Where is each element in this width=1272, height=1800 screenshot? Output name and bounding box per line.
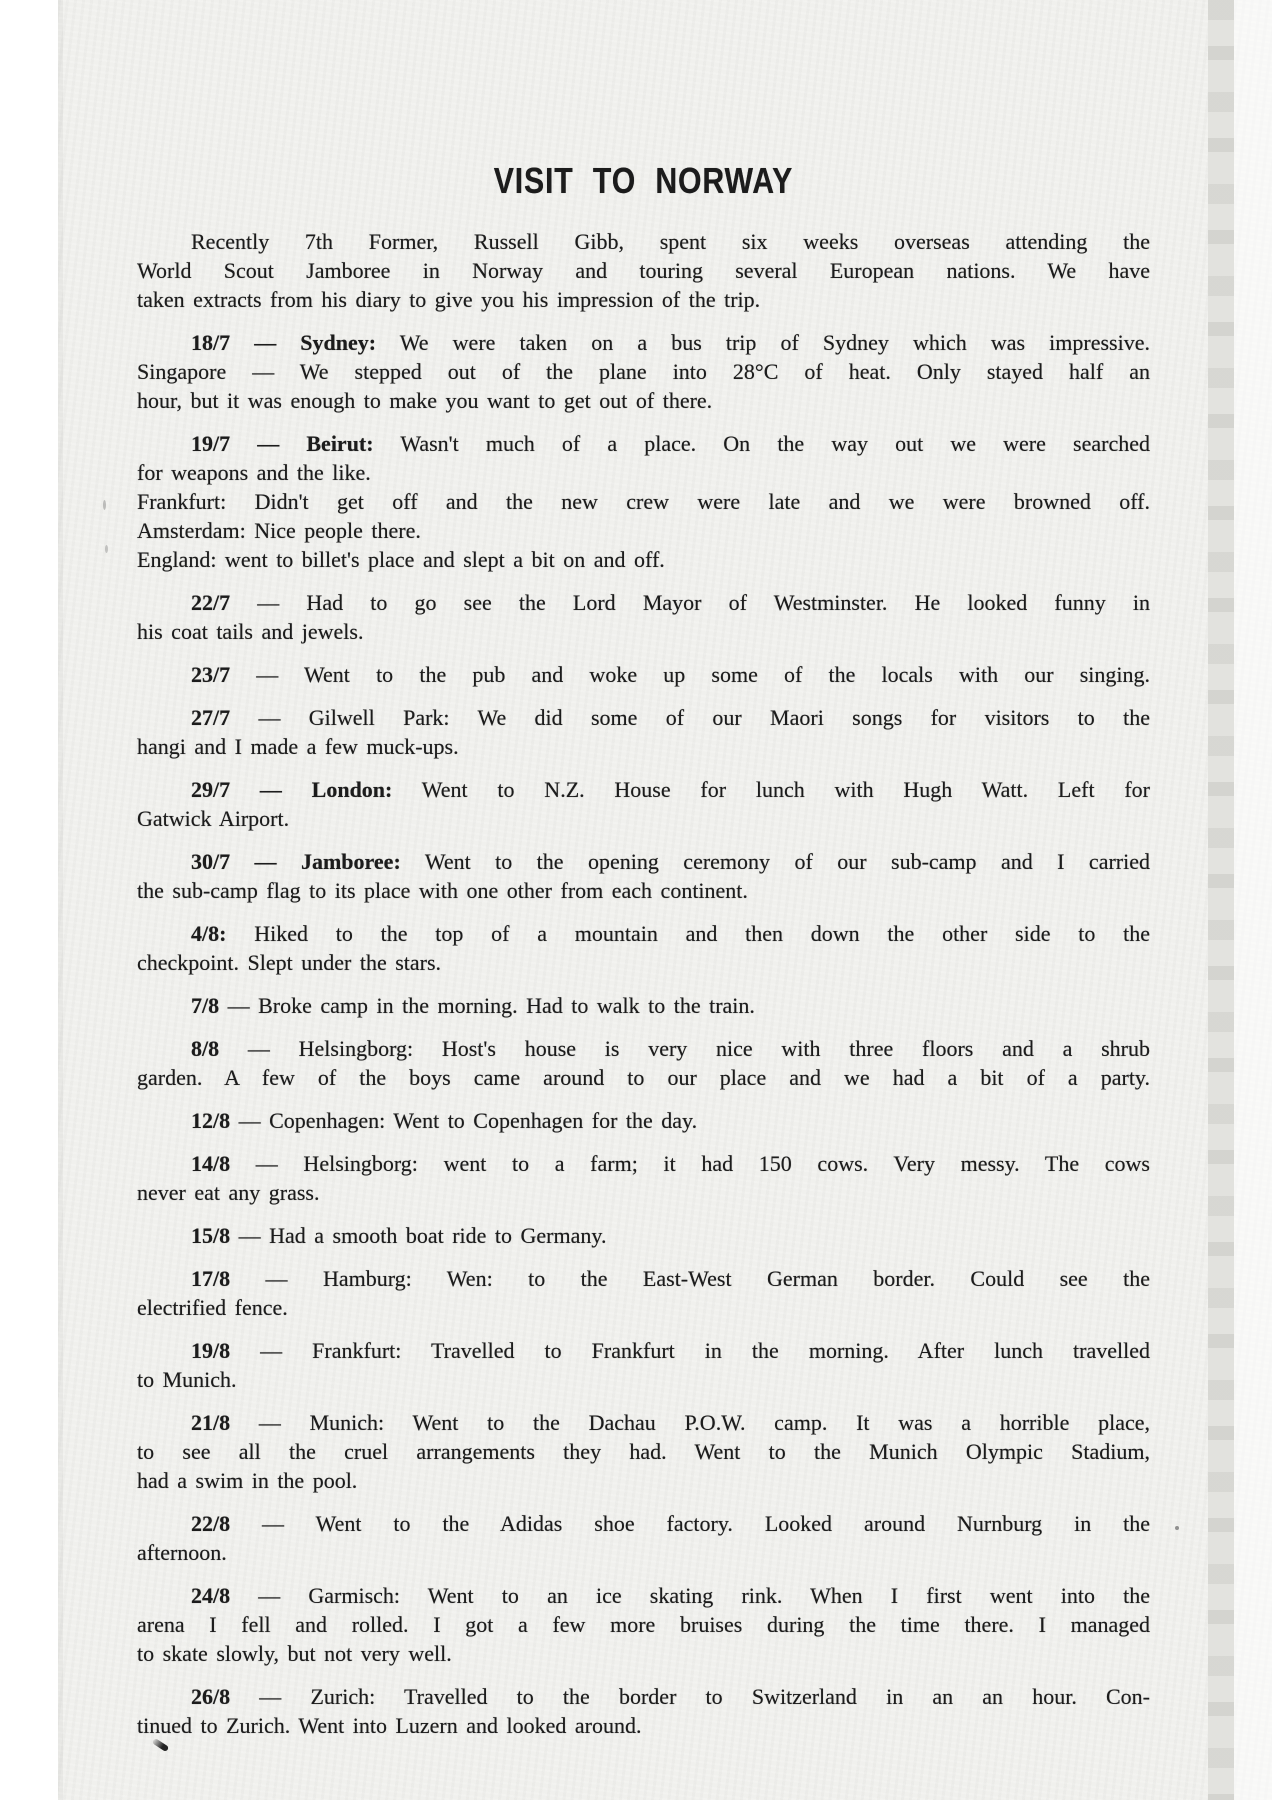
text-line <box>137 1437 1150 1466</box>
text-line <box>137 847 1150 876</box>
text-line <box>137 991 1150 1020</box>
diary-text: hangi and I made a few muck-ups. <box>137 734 459 759</box>
text-line <box>137 1711 1150 1740</box>
text-line <box>137 1365 1150 1394</box>
diary-text: garden. A few of the boys came around to our place and we had a bit of a party. <box>137 1065 1150 1090</box>
diary-text: — Hamburg: Wen: to the East-West German border. Could see the <box>230 1266 1150 1291</box>
text-line <box>137 1466 1150 1495</box>
text-line <box>137 458 1150 487</box>
diary-text: to Munich. <box>137 1367 237 1392</box>
diary-text: arena I fell and rolled. I got a few more bruises during the time there. I managed <box>137 1612 1150 1637</box>
text-line <box>137 1408 1150 1437</box>
text-line <box>137 285 1150 314</box>
diary-date-label: 7/8 <box>191 993 220 1018</box>
text-line <box>137 1293 1150 1322</box>
diary-date-label: 19/7 — Beirut: <box>191 431 374 456</box>
diary-text: — Went to the pub and woke up some of the locals with our singing. <box>230 662 1150 687</box>
diary-text: tinued to Zurich. Went into Luzern and looked around. <box>137 1713 642 1738</box>
text-line <box>137 487 1150 516</box>
text-line <box>137 1034 1150 1063</box>
paragraph <box>137 1509 1150 1567</box>
diary-text: — Had to go see the Lord Mayor of Westminster. He looked funny in <box>230 590 1150 615</box>
paragraph <box>137 1221 1150 1250</box>
text-line <box>137 256 1150 285</box>
ink-speck <box>105 545 108 553</box>
diary-text: Wasn't much of a place. On the way out we were searched <box>373 431 1150 456</box>
paragraph <box>137 1408 1150 1495</box>
diary-text: never eat any grass. <box>137 1180 320 1205</box>
diary-date-label: 15/8 <box>191 1223 231 1248</box>
scan-artifact-band <box>1208 0 1234 1800</box>
diary-text: — Copenhagen: Went to Copenhagen for the day. <box>230 1108 698 1133</box>
paragraph <box>137 1682 1150 1740</box>
diary-text: Amsterdam: Nice people there. <box>137 518 421 543</box>
text-line <box>137 660 1150 689</box>
text-line <box>137 429 1150 458</box>
text-line <box>137 732 1150 761</box>
diary-text: taken extracts from his diary to give you his impression of the trip. <box>137 287 761 312</box>
paragraph <box>137 991 1150 1020</box>
article <box>137 160 1150 1754</box>
diary-date-label: 19/8 <box>191 1338 231 1363</box>
diary-date-label: 22/7 <box>191 590 231 615</box>
diary-text: World Scout Jamboree in Norway and touring several European nations. We have <box>137 258 1150 283</box>
paragraph <box>137 775 1150 833</box>
text-line <box>137 948 1150 977</box>
text-line <box>137 876 1150 905</box>
diary-text: the sub-camp flag to its place with one other from each continent. <box>137 878 748 903</box>
text-line <box>137 328 1150 357</box>
article-body <box>137 227 1150 1740</box>
paragraph <box>137 1581 1150 1668</box>
diary-text: Gatwick Airport. <box>137 806 290 831</box>
paragraph <box>137 227 1150 314</box>
diary-text: — Went to the Adidas shoe factory. Looked around Nurnburg in the <box>230 1511 1150 1536</box>
diary-date-label: 24/8 <box>191 1583 231 1608</box>
diary-date-label: 14/8 <box>191 1151 231 1176</box>
scan-edge-strip <box>1234 0 1272 1800</box>
diary-text: We were taken on a bus trip of Sydney which was impressive. <box>376 330 1150 355</box>
paragraph <box>137 919 1150 977</box>
text-line <box>137 919 1150 948</box>
paper-edge-shadow <box>58 0 63 1800</box>
text-line <box>137 1682 1150 1711</box>
diary-text: — Gilwell Park: We did some of our Maori songs for visitors to the <box>230 705 1150 730</box>
paragraph <box>137 1106 1150 1135</box>
diary-text: — Garmisch: Went to an ice skating rink. When I first went into the <box>230 1583 1150 1608</box>
diary-text: Went to N.Z. House for lunch with Hugh Watt. Left for <box>392 777 1150 802</box>
ink-speck <box>1175 1526 1179 1530</box>
diary-text: — Broke camp in the morning. Had to walk to the train. <box>219 993 755 1018</box>
diary-date-label: 21/8 <box>191 1410 231 1435</box>
diary-text: hour, but it was enough to make you want to get out of there. <box>137 388 713 413</box>
diary-date-label: 18/7 — Sydney: <box>191 330 377 355</box>
paragraph <box>137 1336 1150 1394</box>
diary-text: England: went to billet's place and slept a bit on and off. <box>137 547 665 572</box>
paper-sheet <box>58 0 1272 1800</box>
diary-text: checkpoint. Slept under the stars. <box>137 950 442 975</box>
diary-text: — Zurich: Travelled to the border to Switzerland in an an hour. Con- <box>230 1684 1150 1709</box>
text-line <box>137 617 1150 646</box>
text-line <box>137 588 1150 617</box>
diary-text: had a swim in the pool. <box>137 1468 358 1493</box>
diary-text: afternoon. <box>137 1540 227 1565</box>
text-line <box>137 1538 1150 1567</box>
paragraph <box>137 1149 1150 1207</box>
diary-text: Frankfurt: Didn't get off and the new crew were late and we were browned off. <box>137 489 1150 514</box>
diary-text: to skate slowly, but not very well. <box>137 1641 452 1666</box>
diary-date-label: 22/8 <box>191 1511 231 1536</box>
text-line <box>137 1639 1150 1668</box>
diary-text: — Helsingborg: went to a farm; it had 150 cows. Very messy. The cows <box>230 1151 1150 1176</box>
diary-date-label: 17/8 <box>191 1266 231 1291</box>
paragraph <box>137 660 1150 689</box>
text-line <box>137 1149 1150 1178</box>
paragraph <box>137 1034 1150 1092</box>
diary-text: electrified fence. <box>137 1295 288 1320</box>
paragraph <box>137 703 1150 761</box>
text-line <box>137 545 1150 574</box>
diary-date-label: 30/7 — Jamboree: <box>191 849 401 874</box>
text-line <box>137 227 1150 256</box>
diary-date-label: 27/7 <box>191 705 231 730</box>
ink-speck <box>103 500 106 510</box>
text-line <box>137 1509 1150 1538</box>
text-line <box>137 804 1150 833</box>
text-line <box>137 357 1150 386</box>
text-line <box>137 1106 1150 1135</box>
text-line <box>137 386 1150 415</box>
text-line <box>137 703 1150 732</box>
text-line <box>137 1610 1150 1639</box>
text-line <box>137 1336 1150 1365</box>
paragraph <box>137 588 1150 646</box>
paragraph <box>137 429 1150 574</box>
diary-text: Singapore — We stepped out of the plane into 28°C of heat. Only stayed half an <box>137 359 1150 384</box>
diary-date-label: 8/8 <box>191 1036 220 1061</box>
diary-date-label: 12/8 <box>191 1108 231 1133</box>
diary-text: to see all the cruel arrangements they had. Went to the Munich Olympic Stadium, <box>137 1439 1150 1464</box>
diary-text: — Munich: Went to the Dachau P.O.W. camp. It was a horrible place, <box>230 1410 1150 1435</box>
diary-text: Hiked to the top of a mountain and then down the other side to the <box>226 921 1150 946</box>
paragraph <box>137 328 1150 415</box>
article-title: VISIT TO NORWAY <box>493 160 794 201</box>
diary-text: Recently 7th Former, Russell Gibb, spent six weeks overseas attending the <box>191 229 1150 254</box>
paragraph <box>137 847 1150 905</box>
diary-date-label: 29/7 — London: <box>191 777 393 802</box>
text-line <box>137 1221 1150 1250</box>
diary-text: — Had a smooth boat ride to Germany. <box>230 1223 607 1248</box>
text-line <box>137 775 1150 804</box>
diary-text: — Frankfurt: Travelled to Frankfurt in the morning. After lunch travelled <box>230 1338 1150 1363</box>
diary-text: for weapons and the like. <box>137 460 371 485</box>
diary-text: Went to the opening ceremony of our sub-camp and I carried <box>400 849 1150 874</box>
text-line <box>137 1581 1150 1610</box>
diary-date-label: 23/7 <box>191 662 231 687</box>
diary-date-label: 26/8 <box>191 1684 231 1709</box>
paragraph <box>137 1264 1150 1322</box>
diary-text: his coat tails and jewels. <box>137 619 364 644</box>
diary-date-label: 4/8: <box>191 921 227 946</box>
diary-text: — Helsingborg: Host's house is very nice with three floors and a shrub <box>219 1036 1150 1061</box>
text-line <box>137 1063 1150 1092</box>
text-line <box>137 1178 1150 1207</box>
text-line <box>137 516 1150 545</box>
text-line <box>137 1264 1150 1293</box>
